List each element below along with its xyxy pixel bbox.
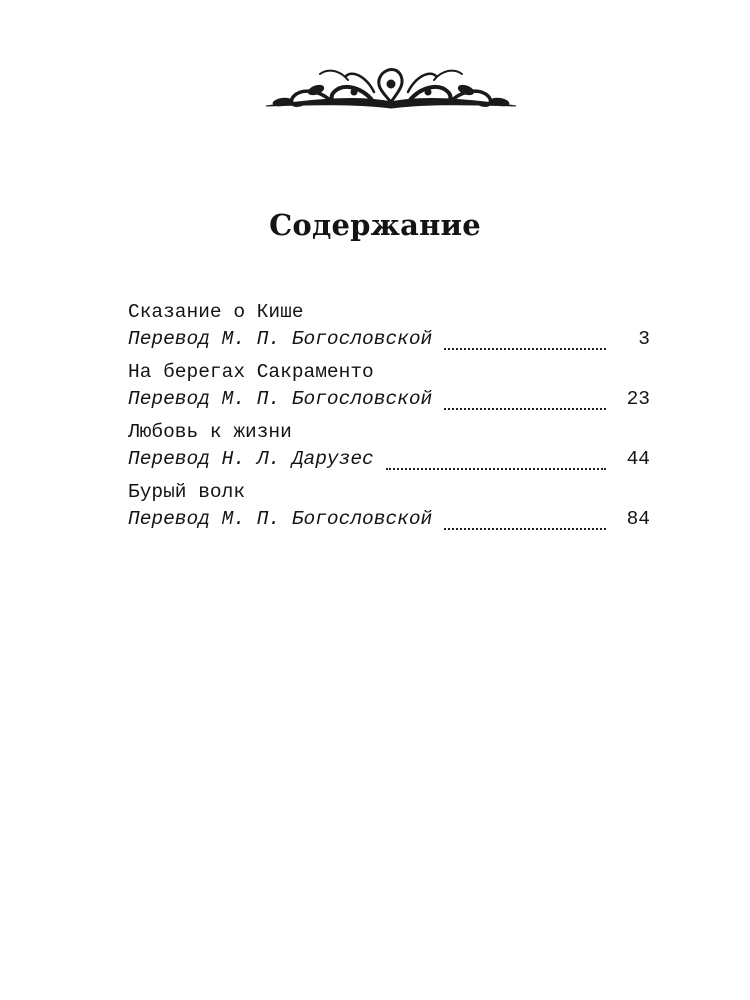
story-title: Сказание о Кише xyxy=(128,301,304,323)
toc-entry[interactable] xyxy=(128,359,650,419)
story-title: На берегах Сакраменто xyxy=(128,361,374,383)
story-title: Бурый волк xyxy=(128,481,246,503)
page-number: 3 xyxy=(638,328,650,350)
dot-leader xyxy=(444,348,606,350)
translator-credit: Перевод М. П. Богословской xyxy=(128,388,433,410)
toc-entry[interactable] xyxy=(128,479,650,539)
story-title: Любовь к жизни xyxy=(128,421,292,443)
table-of-contents xyxy=(128,299,650,539)
page-number: 23 xyxy=(626,388,650,410)
dot-leader xyxy=(386,468,606,470)
toc-entry[interactable] xyxy=(128,419,650,479)
page-number: 84 xyxy=(626,508,650,530)
decorative-ornament-icon xyxy=(262,62,520,114)
translator-credit: Перевод М. П. Богословской xyxy=(128,328,433,350)
translator-credit: Перевод М. П. Богословской xyxy=(128,508,433,530)
toc-entry[interactable] xyxy=(128,299,650,359)
page-number: 44 xyxy=(626,448,650,470)
translator-credit: Перевод Н. Л. Дарузес xyxy=(128,448,374,470)
dot-leader xyxy=(444,408,606,410)
dot-leader xyxy=(444,528,606,530)
page-title: Содержание xyxy=(269,208,481,242)
